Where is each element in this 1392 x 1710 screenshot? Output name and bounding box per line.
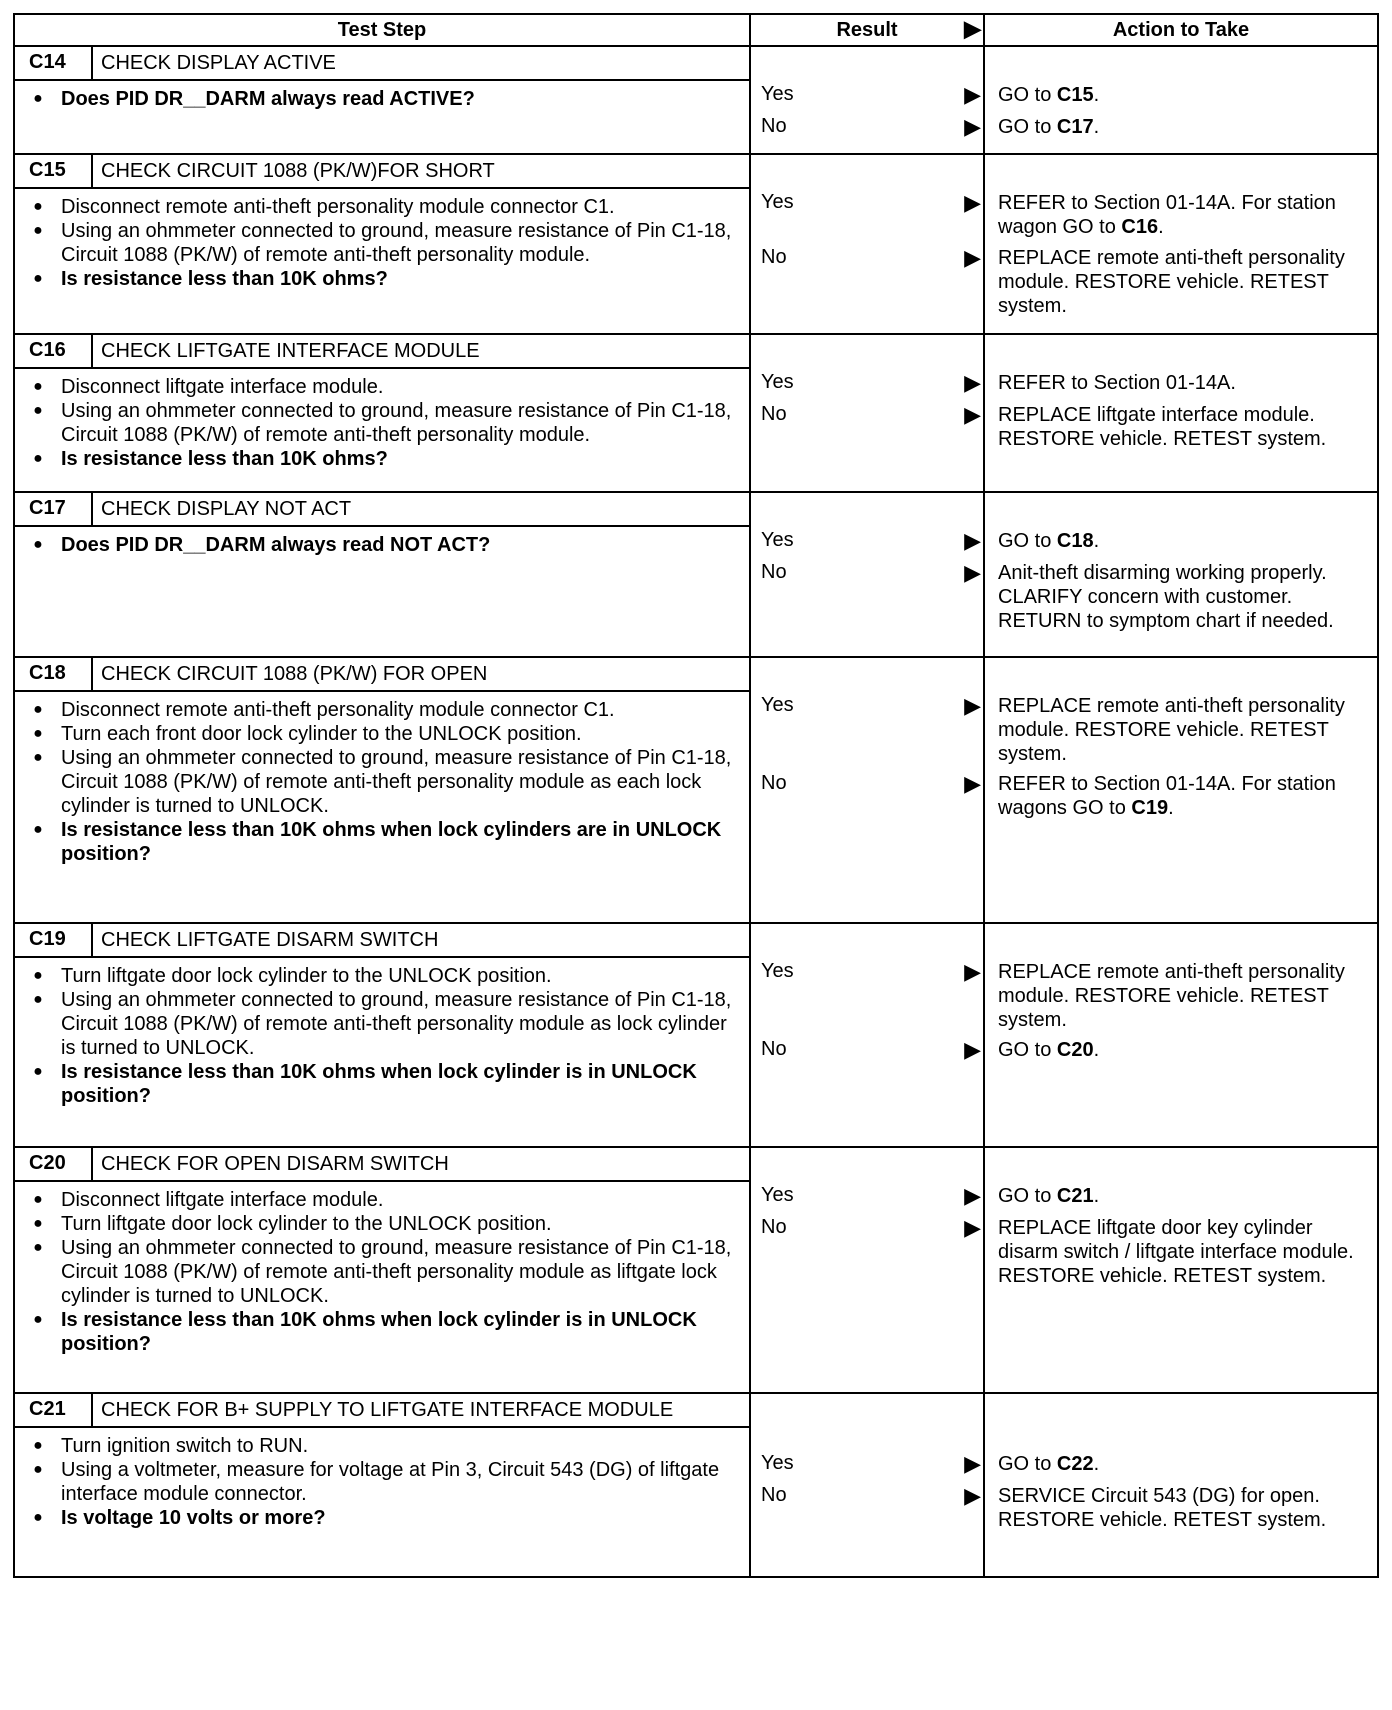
step-title bbox=[15, 1148, 749, 1182]
bullet-icon: ● bbox=[33, 450, 43, 467]
result-label: Yes bbox=[761, 1184, 794, 1206]
action-main: GO to bbox=[998, 1039, 1057, 1061]
step-item-text: Using an ohmmeter connected to ground, measure resistance of Pin C1-18, Circuit 1088 (PK/W) of remote anti-theft personality module. bbox=[61, 220, 732, 266]
result-label: Yes bbox=[761, 371, 794, 393]
result-yes bbox=[751, 83, 983, 109]
result-yes bbox=[751, 191, 983, 217]
step-item-text: Is resistance less than 10K ohms when lock cylinder is in UNLOCK position? bbox=[61, 1061, 697, 1107]
test-step-cell bbox=[15, 658, 751, 922]
bullet-icon: ● bbox=[33, 1509, 43, 1526]
header-test-step: Test Step bbox=[15, 15, 751, 45]
action-main: GO to bbox=[998, 1185, 1057, 1207]
step-item bbox=[15, 87, 741, 111]
test-step-cell bbox=[15, 493, 751, 656]
result-no bbox=[751, 246, 983, 272]
step-title bbox=[15, 924, 749, 958]
step-item-text: Is resistance less than 10K ohms when lock cylinders are in UNLOCK position? bbox=[61, 819, 722, 865]
result-yes bbox=[751, 960, 983, 986]
action-main: REPLACE liftgate door key cylinder disarm switch / liftgate interface module. RESTORE vehicle. RETEST system. bbox=[998, 1217, 1354, 1287]
bullet-icon: ● bbox=[33, 1239, 43, 1256]
step-item-text: Is voltage 10 volts or more? bbox=[61, 1507, 326, 1529]
bullet-icon: ● bbox=[33, 198, 43, 215]
result-label: Yes bbox=[761, 191, 794, 213]
result-no bbox=[751, 772, 983, 798]
result-no bbox=[751, 1038, 983, 1064]
action-text bbox=[998, 1452, 1371, 1476]
action-text bbox=[998, 529, 1371, 553]
step-item bbox=[15, 988, 741, 1060]
step-title bbox=[15, 1394, 749, 1428]
result-label: Yes bbox=[761, 1452, 794, 1474]
bullet-icon: ● bbox=[33, 378, 43, 395]
step-item bbox=[15, 746, 741, 818]
step-item-text: Does PID DR__DARM always read ACTIVE? bbox=[61, 88, 475, 110]
result-label: No bbox=[761, 561, 787, 583]
step-item bbox=[15, 219, 741, 267]
result-cell bbox=[751, 658, 985, 922]
action-cell bbox=[985, 47, 1377, 153]
result-cell bbox=[751, 924, 985, 1146]
action-tail: . bbox=[1093, 116, 1100, 138]
result-label: No bbox=[761, 246, 787, 268]
action-tail: . bbox=[1158, 216, 1164, 238]
step-title-text: CHECK FOR B+ SUPPLY TO LIFTGATE INTERFACE MODULE bbox=[101, 1399, 674, 1421]
action-cell bbox=[985, 493, 1377, 656]
arrow-right-icon: ▶ bbox=[964, 245, 981, 270]
bullet-icon: ● bbox=[33, 701, 43, 718]
bullet-icon: ● bbox=[33, 967, 43, 984]
action-main: GO to bbox=[998, 530, 1057, 552]
step-item-text: Turn liftgate door lock cylinder to the UNLOCK position. bbox=[61, 965, 552, 987]
action-step-ref: C18 bbox=[1056, 530, 1094, 552]
result-cell bbox=[751, 1394, 985, 1576]
action-main: REFER to Section 01-14A. For station wagons GO to bbox=[998, 773, 1336, 819]
step-item bbox=[15, 1188, 741, 1212]
header-result-label: Result bbox=[836, 18, 898, 41]
step-item-text: Using an ohmmeter connected to ground, measure resistance of Pin C1-18, Circuit 1088 (PK/W) of remote anti-theft personality module as lock cylinder is turned to UNLOCK. bbox=[61, 989, 732, 1059]
step-item bbox=[15, 1308, 741, 1356]
action-step-ref: C20 bbox=[1056, 1039, 1094, 1061]
bullet-icon: ● bbox=[33, 749, 43, 766]
step-item bbox=[15, 1212, 741, 1236]
result-label: Yes bbox=[761, 694, 794, 716]
result-no bbox=[751, 1216, 983, 1242]
action-cell bbox=[985, 1148, 1377, 1392]
step-id: C18 bbox=[15, 658, 93, 690]
step-title-text: CHECK CIRCUIT 1088 (PK/W) FOR OPEN bbox=[101, 663, 488, 685]
step-item-text: Is resistance less than 10K ohms when lock cylinder is in UNLOCK position? bbox=[61, 1309, 697, 1355]
result-label: No bbox=[761, 403, 787, 425]
action-tail: . bbox=[1093, 1185, 1100, 1207]
step-item bbox=[15, 375, 741, 399]
step-title-text: CHECK LIFTGATE DISARM SWITCH bbox=[101, 929, 439, 951]
bullet-icon: ● bbox=[33, 1215, 43, 1232]
table-row bbox=[13, 493, 1379, 658]
action-text bbox=[998, 1038, 1371, 1062]
step-title-text: CHECK FOR OPEN DISARM SWITCH bbox=[101, 1153, 449, 1175]
table-row bbox=[13, 658, 1379, 924]
bullet-icon: ● bbox=[33, 1437, 43, 1454]
action-main: GO to bbox=[998, 116, 1057, 138]
test-step-cell bbox=[15, 1148, 751, 1392]
result-cell bbox=[751, 1148, 985, 1392]
step-id: C16 bbox=[15, 335, 93, 367]
table-row bbox=[13, 1394, 1379, 1578]
step-title-text: CHECK CIRCUIT 1088 (PK/W)FOR SHORT bbox=[101, 160, 495, 182]
action-main: Anit-theft disarming working properly. CLARIFY concern with customer. RETURN to symptom chart if needed. bbox=[998, 562, 1334, 632]
result-cell bbox=[751, 335, 985, 491]
step-title-text: CHECK DISPLAY ACTIVE bbox=[101, 52, 336, 74]
action-tail: . bbox=[1093, 1453, 1100, 1475]
result-no bbox=[751, 115, 983, 141]
step-item-text: Using an ohmmeter connected to ground, measure resistance of Pin C1-18, Circuit 1088 (PK/W) of remote anti-theft personality module. bbox=[61, 400, 732, 446]
step-item bbox=[15, 722, 741, 746]
action-tail: . bbox=[1093, 530, 1100, 552]
step-item-text: Using an ohmmeter connected to ground, measure resistance of Pin C1-18, Circuit 1088 (PK/W) of remote anti-theft personality module as liftgate lock cylinder is turned to UNLOCK. bbox=[61, 1237, 732, 1307]
action-cell bbox=[985, 924, 1377, 1146]
step-items bbox=[15, 81, 749, 113]
bullet-icon: ● bbox=[33, 90, 43, 107]
arrow-right-icon: ▶ bbox=[964, 560, 981, 585]
result-cell bbox=[751, 493, 985, 656]
arrow-right-icon: ▶ bbox=[964, 370, 981, 395]
test-step-cell bbox=[15, 47, 751, 153]
step-id: C14 bbox=[15, 47, 93, 79]
test-step-cell bbox=[15, 1394, 751, 1576]
action-cell bbox=[985, 1394, 1377, 1576]
table-row bbox=[13, 1148, 1379, 1394]
step-item-text: Disconnect remote anti-theft personality module connector C1. bbox=[61, 196, 615, 218]
action-cell bbox=[985, 658, 1377, 922]
step-item-text: Disconnect liftgate interface module. bbox=[61, 376, 384, 398]
result-no bbox=[751, 1484, 983, 1510]
table-row bbox=[13, 924, 1379, 1148]
arrow-right-icon: ▶ bbox=[964, 1483, 981, 1508]
action-cell bbox=[985, 335, 1377, 491]
step-item bbox=[15, 399, 741, 447]
action-main: REPLACE liftgate interface module. RESTORE vehicle. RETEST system. bbox=[998, 404, 1327, 450]
result-yes bbox=[751, 371, 983, 397]
test-step-cell bbox=[15, 924, 751, 1146]
result-yes bbox=[751, 1452, 983, 1478]
bullet-icon: ● bbox=[33, 270, 43, 287]
arrow-right-icon: ▶ bbox=[964, 959, 981, 984]
action-step-ref: C21 bbox=[1056, 1185, 1094, 1207]
arrow-right-icon: ▶ bbox=[964, 1183, 981, 1208]
action-text bbox=[998, 772, 1371, 820]
action-text bbox=[998, 371, 1371, 395]
step-title-text: CHECK DISPLAY NOT ACT bbox=[101, 498, 352, 520]
bullet-icon: ● bbox=[33, 1063, 43, 1080]
action-text bbox=[998, 1484, 1371, 1532]
step-item bbox=[15, 1506, 741, 1530]
step-item bbox=[15, 267, 741, 291]
bullet-icon: ● bbox=[33, 1191, 43, 1208]
action-step-ref: C16 bbox=[1121, 216, 1159, 238]
bullet-icon: ● bbox=[33, 1311, 43, 1328]
arrow-right-icon: ▶ bbox=[964, 402, 981, 427]
result-label: Yes bbox=[761, 960, 794, 982]
step-title bbox=[15, 47, 749, 81]
step-item-text: Is resistance less than 10K ohms? bbox=[61, 448, 388, 470]
step-title bbox=[15, 658, 749, 692]
step-item bbox=[15, 447, 741, 471]
arrow-right-icon: ▶ bbox=[964, 16, 981, 41]
step-title-text: CHECK LIFTGATE INTERFACE MODULE bbox=[101, 340, 480, 362]
step-item-text: Does PID DR__DARM always read NOT ACT? bbox=[61, 534, 491, 556]
action-text bbox=[998, 1216, 1371, 1288]
action-main: REPLACE remote anti-theft personality module. RESTORE vehicle. RETEST system. bbox=[998, 961, 1345, 1031]
action-main: REFER to Section 01-14A. bbox=[998, 372, 1236, 394]
action-cell bbox=[985, 155, 1377, 333]
table-header bbox=[13, 13, 1379, 47]
step-item bbox=[15, 1236, 741, 1308]
step-item bbox=[15, 1060, 741, 1108]
action-step-ref: C17 bbox=[1056, 116, 1094, 138]
step-title bbox=[15, 155, 749, 189]
header-result bbox=[751, 15, 985, 45]
bullet-icon: ● bbox=[33, 536, 43, 553]
action-main: GO to bbox=[998, 84, 1057, 106]
arrow-right-icon: ▶ bbox=[964, 1215, 981, 1240]
action-step-ref: C22 bbox=[1056, 1453, 1094, 1475]
step-item-text: Using a voltmeter, measure for voltage at Pin 3, Circuit 543 (DG) of liftgate interface module connector. bbox=[61, 1459, 720, 1505]
arrow-right-icon: ▶ bbox=[964, 1451, 981, 1476]
result-label: No bbox=[761, 1216, 787, 1238]
result-label: No bbox=[761, 1484, 787, 1506]
action-text bbox=[998, 246, 1371, 318]
result-label: No bbox=[761, 1038, 787, 1060]
bullet-icon: ● bbox=[33, 821, 43, 838]
action-main: REPLACE remote anti-theft personality module. RESTORE vehicle. RETEST system. bbox=[998, 695, 1345, 765]
action-tail: . bbox=[1168, 797, 1174, 819]
step-id: C15 bbox=[15, 155, 93, 187]
action-text bbox=[998, 403, 1371, 451]
result-yes bbox=[751, 529, 983, 555]
step-item bbox=[15, 533, 741, 557]
table-body bbox=[13, 47, 1379, 1578]
step-title bbox=[15, 493, 749, 527]
result-cell bbox=[751, 47, 985, 153]
action-text bbox=[998, 694, 1371, 766]
result-cell bbox=[751, 155, 985, 333]
step-items bbox=[15, 958, 749, 1110]
table-row bbox=[13, 47, 1379, 155]
step-items bbox=[15, 189, 749, 293]
step-item-text: Is resistance less than 10K ohms? bbox=[61, 268, 388, 290]
arrow-right-icon: ▶ bbox=[964, 528, 981, 553]
step-item-text: Disconnect remote anti-theft personality module connector C1. bbox=[61, 699, 615, 721]
step-items bbox=[15, 1428, 749, 1532]
step-id: C21 bbox=[15, 1394, 93, 1426]
action-text bbox=[998, 115, 1371, 139]
action-text bbox=[998, 561, 1371, 633]
result-label: No bbox=[761, 772, 787, 794]
table-row bbox=[13, 335, 1379, 493]
action-tail: . bbox=[1093, 84, 1100, 106]
action-main: GO to bbox=[998, 1453, 1057, 1475]
step-items bbox=[15, 527, 749, 559]
step-item bbox=[15, 1458, 741, 1506]
step-item-text: Using an ohmmeter connected to ground, measure resistance of Pin C1-18, Circuit 1088 (PK/W) of remote anti-theft personality module as each lock cylinder is turned to UNLOCK. bbox=[61, 747, 732, 817]
bullet-icon: ● bbox=[33, 1461, 43, 1478]
arrow-right-icon: ▶ bbox=[964, 771, 981, 796]
result-yes bbox=[751, 694, 983, 720]
test-step-cell bbox=[15, 155, 751, 333]
test-step-cell bbox=[15, 335, 751, 491]
action-main: REFER to Section 01-14A. For station wagon GO to bbox=[998, 192, 1336, 238]
step-items bbox=[15, 692, 749, 868]
action-main: REPLACE remote anti-theft personality module. RESTORE vehicle. RETEST system. bbox=[998, 247, 1345, 317]
arrow-right-icon: ▶ bbox=[964, 1037, 981, 1062]
step-item bbox=[15, 195, 741, 219]
step-id: C20 bbox=[15, 1148, 93, 1180]
action-main: SERVICE Circuit 543 (DG) for open. RESTORE vehicle. RETEST system. bbox=[998, 1485, 1327, 1531]
step-item bbox=[15, 964, 741, 988]
result-label: No bbox=[761, 115, 787, 137]
header-action: Action to Take bbox=[1112, 18, 1250, 41]
table-row bbox=[13, 155, 1379, 335]
arrow-right-icon: ▶ bbox=[964, 82, 981, 107]
step-item bbox=[15, 1434, 741, 1458]
result-no bbox=[751, 403, 983, 429]
bullet-icon: ● bbox=[33, 725, 43, 742]
bullet-icon: ● bbox=[33, 222, 43, 239]
action-text bbox=[998, 191, 1371, 239]
step-item-text: Turn liftgate door lock cylinder to the UNLOCK position. bbox=[61, 1213, 552, 1235]
step-id: C19 bbox=[15, 924, 93, 956]
bullet-icon: ● bbox=[33, 402, 43, 419]
action-step-ref: C19 bbox=[1131, 797, 1169, 819]
action-text bbox=[998, 83, 1371, 107]
action-step-ref: C15 bbox=[1056, 84, 1094, 106]
action-text bbox=[998, 960, 1371, 1032]
action-text bbox=[998, 1184, 1371, 1208]
arrow-right-icon: ▶ bbox=[964, 114, 981, 139]
arrow-right-icon: ▶ bbox=[964, 693, 981, 718]
step-items bbox=[15, 369, 749, 473]
action-tail: . bbox=[1093, 1039, 1100, 1061]
result-no bbox=[751, 561, 983, 587]
step-item-text: Disconnect liftgate interface module. bbox=[61, 1189, 384, 1211]
result-label: Yes bbox=[761, 83, 794, 105]
step-items bbox=[15, 1182, 749, 1358]
bullet-icon: ● bbox=[33, 991, 43, 1008]
diagnostic-table bbox=[13, 13, 1379, 1578]
step-item bbox=[15, 698, 741, 722]
arrow-right-icon: ▶ bbox=[964, 190, 981, 215]
step-id: C17 bbox=[15, 493, 93, 525]
step-item bbox=[15, 818, 741, 866]
result-yes bbox=[751, 1184, 983, 1210]
result-label: Yes bbox=[761, 529, 794, 551]
step-item-text: Turn ignition switch to RUN. bbox=[61, 1435, 309, 1457]
step-title bbox=[15, 335, 749, 369]
step-item-text: Turn each front door lock cylinder to the UNLOCK position. bbox=[61, 723, 582, 745]
